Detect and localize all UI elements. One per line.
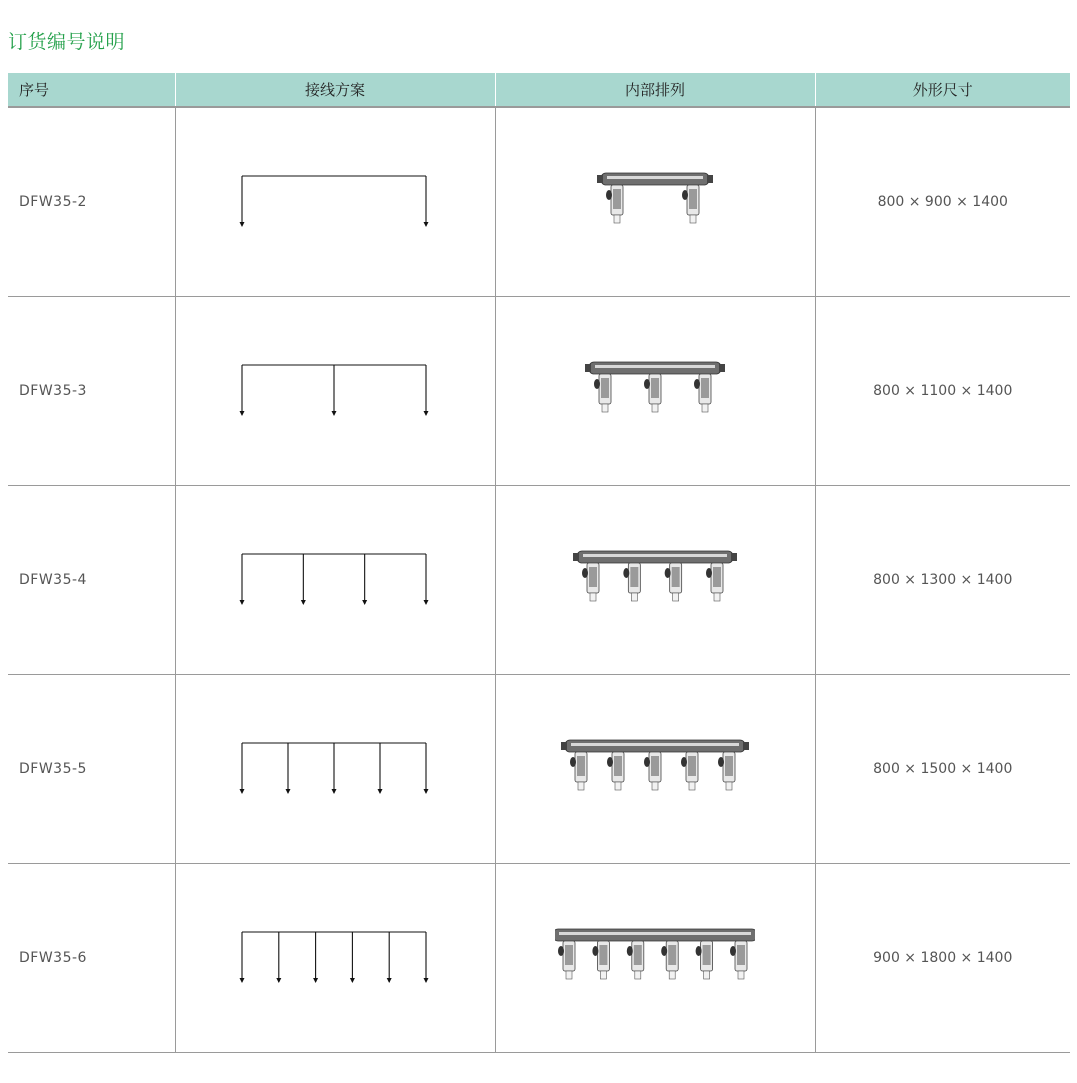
table-row	[8, 107, 1070, 297]
internal-layout-cell	[495, 107, 815, 297]
wiring-diagram-icon	[230, 729, 440, 809]
wiring-diagram-icon	[230, 351, 440, 431]
wiring-scheme-cell	[175, 107, 495, 297]
page-title: 订货编号说明	[8, 31, 126, 53]
wiring-scheme-cell	[175, 486, 495, 675]
table-header-row	[8, 73, 1070, 107]
model-cell: DFW35-3	[8, 297, 175, 486]
dimension-cell: 800 × 1500 × 1400	[815, 675, 1070, 864]
model-cell: DFW35-6	[8, 864, 175, 1053]
header-dimensions: 外形尺寸	[815, 73, 1070, 107]
table-row	[8, 864, 1070, 1053]
internal-layout-cell	[495, 675, 815, 864]
wiring-diagram-icon	[230, 918, 440, 998]
internal-layout-cell	[495, 297, 815, 486]
table-row	[8, 297, 1070, 486]
model-cell: DFW35-2	[8, 107, 175, 297]
dimension-cell: 800 × 1100 × 1400	[815, 297, 1070, 486]
header-internal-layout: 内部排列	[495, 73, 815, 107]
table-row	[8, 486, 1070, 675]
wiring-scheme-cell	[175, 297, 495, 486]
model-cell: DFW35-4	[8, 486, 175, 675]
cable-branch-box-icon	[555, 913, 755, 1003]
wiring-diagram-icon	[230, 540, 440, 620]
model-cell: DFW35-5	[8, 675, 175, 864]
internal-layout-cell	[495, 486, 815, 675]
table-row	[8, 675, 1070, 864]
header-serial: 序号	[8, 73, 175, 107]
header-wiring-scheme: 接线方案	[175, 73, 495, 107]
wiring-diagram-icon	[230, 162, 440, 242]
wiring-scheme-cell	[175, 675, 495, 864]
internal-layout-cell	[495, 864, 815, 1053]
dimension-cell: 800 × 900 × 1400	[815, 107, 1070, 297]
cable-branch-box-icon	[555, 346, 755, 436]
cable-branch-box-icon	[555, 157, 755, 247]
dimension-cell: 900 × 1800 × 1400	[815, 864, 1070, 1053]
cable-branch-box-icon	[555, 535, 755, 625]
cable-branch-box-icon	[555, 724, 755, 814]
dimension-cell: 800 × 1300 × 1400	[815, 486, 1070, 675]
order-number-table	[8, 73, 1070, 1053]
wiring-scheme-cell	[175, 864, 495, 1053]
